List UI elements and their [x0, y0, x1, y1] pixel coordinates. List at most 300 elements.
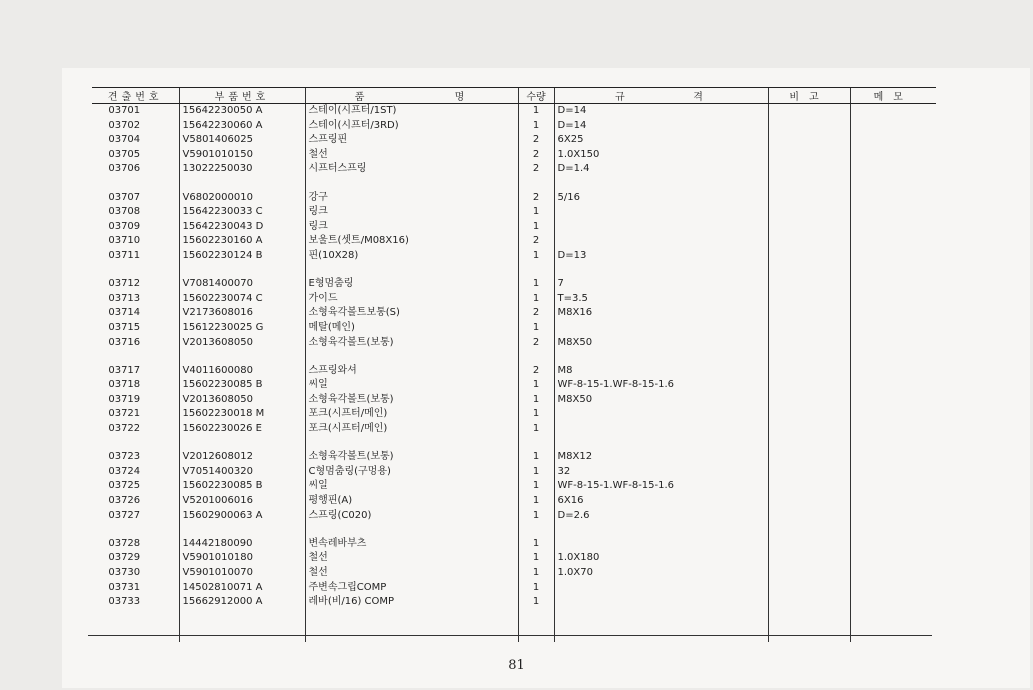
- table-row: [92, 148, 936, 163]
- quantity-cell: 1: [518, 581, 554, 596]
- remarks-cell: [768, 450, 850, 465]
- ref-cell: [92, 350, 179, 364]
- remarks-cell: [768, 119, 850, 134]
- spec-cell: M8X16: [554, 306, 768, 321]
- ref-cell: 03701: [108, 105, 141, 116]
- spec-cell: T=3.5: [554, 292, 768, 307]
- quantity-cell: 1: [518, 378, 554, 393]
- filler-row: [92, 610, 936, 642]
- table-row: [92, 162, 936, 177]
- table-body: [92, 104, 936, 642]
- ref-cell: [92, 264, 179, 278]
- memo-cell: [850, 249, 936, 264]
- ref-cell: 03723: [108, 451, 141, 463]
- part-number-cell: 15612230025 G: [179, 321, 305, 336]
- spec-cell: 6X16: [554, 494, 768, 509]
- table-row: [92, 205, 936, 220]
- part-number-cell: 15642230033 C: [179, 205, 305, 220]
- part-name-cell: [305, 350, 518, 364]
- ref-cell: 03714: [108, 307, 141, 319]
- remarks-cell: [768, 523, 850, 537]
- quantity-cell: 1: [518, 407, 554, 422]
- spec-cell: D=14: [554, 104, 768, 119]
- spec-cell: M8X50: [554, 336, 768, 351]
- part-name-cell: 주변속그립COMP: [305, 581, 518, 596]
- table-row: [92, 364, 936, 379]
- table-row: [92, 509, 936, 524]
- spec-cell: 5/16: [554, 191, 768, 206]
- table-row: [92, 119, 936, 134]
- spacer-row: [92, 350, 936, 364]
- quantity-cell: 1: [518, 292, 554, 307]
- part-name-cell: [305, 523, 518, 537]
- part-name-cell: 핀(10X28): [305, 249, 518, 264]
- quantity-cell: [518, 264, 554, 278]
- ref-cell: 03719: [108, 393, 141, 405]
- memo-cell: [850, 479, 936, 494]
- part-number-cell: 15602230085 B: [179, 479, 305, 494]
- ref-cell: 03707: [108, 191, 141, 203]
- remarks-cell: [768, 133, 850, 148]
- header-remarks: 비고: [768, 88, 850, 104]
- table-row: [92, 537, 936, 552]
- part-number-cell: 15602230160 A: [179, 234, 305, 249]
- part-name-cell: 소형육각볼트보통(S): [305, 306, 518, 321]
- part-number-cell: 15602900063 A: [179, 509, 305, 524]
- part-name-cell: 링크: [305, 220, 518, 235]
- quantity-cell: 2: [518, 148, 554, 163]
- memo-cell: [850, 422, 936, 437]
- remarks-cell: [768, 205, 850, 220]
- page-number: 81: [508, 658, 525, 673]
- ref-cell: 03727: [108, 509, 141, 521]
- spacer-row: [92, 437, 936, 451]
- memo-cell: [850, 321, 936, 336]
- ref-cell: 03729: [108, 552, 141, 564]
- ref-cell: 03706: [108, 163, 141, 175]
- remarks-cell: [768, 350, 850, 364]
- part-number-cell: V7081400070: [179, 277, 305, 292]
- empty-cell: [518, 610, 554, 642]
- ref-cell: 03724: [108, 465, 141, 477]
- part-number-cell: 15662912000 A: [179, 595, 305, 610]
- spec-cell: [554, 321, 768, 336]
- memo-cell: [850, 133, 936, 148]
- part-name-cell: 변속레바부츠: [305, 537, 518, 552]
- memo-cell: [850, 437, 936, 451]
- quantity-cell: 1: [518, 104, 554, 119]
- table-row: [92, 306, 936, 321]
- part-name-cell: 레바(비/16) COMP: [305, 595, 518, 610]
- remarks-cell: [768, 336, 850, 351]
- part-number-cell: [179, 523, 305, 537]
- ref-cell: 03713: [108, 292, 141, 304]
- part-name-cell: 소형육각볼트(보통): [305, 393, 518, 408]
- ref-cell: 03712: [108, 278, 141, 290]
- table-row: [92, 220, 936, 235]
- memo-cell: [850, 364, 936, 379]
- part-name-cell: C형멈춤링(구멍용): [305, 465, 518, 480]
- table-row: [92, 393, 936, 408]
- remarks-cell: [768, 566, 850, 581]
- parts-table: [92, 87, 936, 642]
- table-row: [92, 336, 936, 351]
- quantity-cell: 1: [518, 479, 554, 494]
- quantity-cell: [518, 437, 554, 451]
- remarks-cell: [768, 581, 850, 596]
- memo-cell: [850, 220, 936, 235]
- quantity-cell: 1: [518, 119, 554, 134]
- part-number-cell: V4011600080: [179, 364, 305, 379]
- remarks-cell: [768, 249, 850, 264]
- memo-cell: [850, 119, 936, 134]
- part-name-cell: 포크(시프터/메인): [305, 407, 518, 422]
- spec-cell: [554, 523, 768, 537]
- remarks-cell: [768, 220, 850, 235]
- memo-cell: [850, 494, 936, 509]
- quantity-cell: 2: [518, 162, 554, 177]
- quantity-cell: 1: [518, 422, 554, 437]
- ref-cell: 03726: [108, 495, 141, 507]
- spec-cell: D=2.6: [554, 509, 768, 524]
- part-name-cell: [305, 437, 518, 451]
- header-memo: 메모: [850, 88, 936, 104]
- header-quantity: 수량: [518, 88, 554, 104]
- spacer-row: [92, 264, 936, 278]
- part-name-cell: 보울트(셋트/M08X16): [305, 234, 518, 249]
- part-name-cell: E형멈춤링: [305, 277, 518, 292]
- part-number-cell: V2012608012: [179, 450, 305, 465]
- part-number-cell: 15642230060 A: [179, 119, 305, 134]
- spec-cell: D=1.4: [554, 162, 768, 177]
- part-name-cell: 링크: [305, 205, 518, 220]
- spec-cell: M8X50: [554, 393, 768, 408]
- part-name-cell: 철선: [305, 148, 518, 163]
- spec-cell: [554, 422, 768, 437]
- quantity-cell: 1: [518, 465, 554, 480]
- part-number-cell: [179, 350, 305, 364]
- remarks-cell: [768, 277, 850, 292]
- quantity-cell: 1: [518, 393, 554, 408]
- remarks-cell: [768, 393, 850, 408]
- remarks-cell: [768, 321, 850, 336]
- part-number-cell: V5901010150: [179, 148, 305, 163]
- table-row: [92, 450, 936, 465]
- remarks-cell: [768, 465, 850, 480]
- memo-cell: [850, 191, 936, 206]
- memo-cell: [850, 595, 936, 610]
- part-name-cell: 스프링(C020): [305, 509, 518, 524]
- memo-cell: [850, 177, 936, 191]
- table-row: [92, 292, 936, 307]
- empty-cell: [305, 610, 518, 642]
- memo-cell: [850, 205, 936, 220]
- memo-cell: [850, 378, 936, 393]
- spec-cell: 7: [554, 277, 768, 292]
- quantity-cell: 2: [518, 336, 554, 351]
- spec-cell: 6X25: [554, 133, 768, 148]
- header-part-name: 품 명: [305, 88, 518, 104]
- table-row: [92, 566, 936, 581]
- table-row: [92, 551, 936, 566]
- part-number-cell: 15602230124 B: [179, 249, 305, 264]
- table-row: [92, 321, 936, 336]
- remarks-cell: [768, 422, 850, 437]
- part-name-cell: [305, 264, 518, 278]
- ref-cell: 03733: [108, 596, 141, 608]
- part-name-cell: 소형육각볼트(보통): [305, 450, 518, 465]
- ref-cell: 03716: [108, 336, 141, 348]
- part-name-cell: 강구: [305, 191, 518, 206]
- table-row: [92, 234, 936, 249]
- empty-cell: [768, 610, 850, 642]
- table-row: [92, 494, 936, 509]
- spec-cell: [554, 437, 768, 451]
- spec-cell: 1.0X70: [554, 566, 768, 581]
- ref-cell: 03718: [108, 379, 141, 391]
- memo-cell: [850, 148, 936, 163]
- part-name-cell: [305, 177, 518, 191]
- spacer-row: [92, 523, 936, 537]
- remarks-cell: [768, 537, 850, 552]
- part-number-cell: V5201006016: [179, 494, 305, 509]
- quantity-cell: 1: [518, 220, 554, 235]
- part-number-cell: 15602230026 E: [179, 422, 305, 437]
- memo-cell: [850, 566, 936, 581]
- header-ref-number: 견출번호: [92, 88, 179, 104]
- part-number-cell: V2173608016: [179, 306, 305, 321]
- quantity-cell: 1: [518, 205, 554, 220]
- quantity-cell: [518, 350, 554, 364]
- empty-cell: [554, 610, 768, 642]
- ref-cell: 03715: [108, 321, 141, 333]
- part-name-cell: 철선: [305, 566, 518, 581]
- table-row: [92, 407, 936, 422]
- part-name-cell: 포크(시프터/메인): [305, 422, 518, 437]
- remarks-cell: [768, 378, 850, 393]
- memo-cell: [850, 234, 936, 249]
- bottom-rule: [88, 635, 932, 636]
- part-number-cell: V5801406025: [179, 133, 305, 148]
- table-row: [92, 133, 936, 148]
- memo-cell: [850, 551, 936, 566]
- part-name-cell: 철선: [305, 551, 518, 566]
- spec-cell: WF-8-15-1.WF-8-15-1.6: [554, 479, 768, 494]
- remarks-cell: [768, 437, 850, 451]
- table-row: [92, 378, 936, 393]
- spec-cell: 1.0X180: [554, 551, 768, 566]
- header-spec: 규 격: [554, 88, 768, 104]
- part-name-cell: 스프링와셔: [305, 364, 518, 379]
- table-row: [92, 595, 936, 610]
- quantity-cell: 2: [518, 133, 554, 148]
- quantity-cell: 1: [518, 595, 554, 610]
- table-row: [92, 479, 936, 494]
- quantity-cell: 2: [518, 364, 554, 379]
- quantity-cell: 1: [518, 494, 554, 509]
- memo-cell: [850, 407, 936, 422]
- remarks-cell: [768, 162, 850, 177]
- ref-cell: 03722: [108, 423, 141, 435]
- part-name-cell: 스테이(시프터/1ST): [305, 104, 518, 119]
- remarks-cell: [768, 292, 850, 307]
- table-row: [92, 422, 936, 437]
- spec-cell: M8X12: [554, 450, 768, 465]
- part-name-cell: 메탈(메인): [305, 321, 518, 336]
- part-number-cell: [179, 264, 305, 278]
- table-row: [92, 465, 936, 480]
- part-number-cell: 15642230050 A: [179, 104, 305, 119]
- remarks-cell: [768, 364, 850, 379]
- table-row: [92, 581, 936, 596]
- quantity-cell: 1: [518, 321, 554, 336]
- remarks-cell: [768, 595, 850, 610]
- quantity-cell: 1: [518, 450, 554, 465]
- part-name-cell: 씨일: [305, 378, 518, 393]
- ref-cell: 03721: [108, 408, 141, 420]
- quantity-cell: 1: [518, 537, 554, 552]
- empty-cell: [92, 610, 179, 642]
- quantity-cell: 1: [518, 509, 554, 524]
- remarks-cell: [768, 191, 850, 206]
- quantity-cell: 2: [518, 234, 554, 249]
- part-name-cell: 평행핀(A): [305, 494, 518, 509]
- ref-cell: [92, 523, 179, 537]
- part-number-cell: V2013608050: [179, 336, 305, 351]
- remarks-cell: [768, 494, 850, 509]
- empty-cell: [850, 610, 936, 642]
- memo-cell: [850, 350, 936, 364]
- part-number-cell: V5901010180: [179, 551, 305, 566]
- ref-cell: 03709: [108, 220, 141, 232]
- remarks-cell: [768, 306, 850, 321]
- part-number-cell: V5901010070: [179, 566, 305, 581]
- part-number-cell: 14502810071 A: [179, 581, 305, 596]
- memo-cell: [850, 450, 936, 465]
- ref-cell: 03708: [108, 206, 141, 218]
- memo-cell: [850, 104, 936, 119]
- ref-cell: 03711: [108, 249, 141, 261]
- remarks-cell: [768, 104, 850, 119]
- remarks-cell: [768, 177, 850, 191]
- header-part-number: 부품번호: [179, 88, 305, 104]
- table-row: [92, 277, 936, 292]
- spec-cell: WF-8-15-1.WF-8-15-1.6: [554, 378, 768, 393]
- part-number-cell: 15602230085 B: [179, 378, 305, 393]
- part-number-cell: [179, 437, 305, 451]
- table-header: [92, 88, 936, 104]
- quantity-cell: 1: [518, 566, 554, 581]
- part-number-cell: 14442180090: [179, 537, 305, 552]
- ref-cell: 03717: [108, 364, 141, 376]
- ref-cell: 03702: [108, 119, 141, 131]
- part-number-cell: 15642230043 D: [179, 220, 305, 235]
- memo-cell: [850, 465, 936, 480]
- quantity-cell: 1: [518, 249, 554, 264]
- ref-cell: [92, 177, 179, 191]
- part-name-cell: 스프링핀: [305, 133, 518, 148]
- quantity-cell: 2: [518, 306, 554, 321]
- spec-cell: 32: [554, 465, 768, 480]
- spec-cell: [554, 581, 768, 596]
- memo-cell: [850, 393, 936, 408]
- table-row: [92, 104, 936, 119]
- part-number-cell: 15602230018 M: [179, 407, 305, 422]
- remarks-cell: [768, 479, 850, 494]
- ref-cell: 03728: [108, 537, 141, 549]
- part-number-cell: V6802000010: [179, 191, 305, 206]
- memo-cell: [850, 509, 936, 524]
- part-number-cell: 15602230074 C: [179, 292, 305, 307]
- memo-cell: [850, 292, 936, 307]
- quantity-cell: 2: [518, 191, 554, 206]
- remarks-cell: [768, 509, 850, 524]
- quantity-cell: [518, 177, 554, 191]
- spec-cell: M8: [554, 364, 768, 379]
- spec-cell: [554, 220, 768, 235]
- ref-cell: 03725: [108, 480, 141, 492]
- memo-cell: [850, 264, 936, 278]
- spec-cell: 1.0X150: [554, 148, 768, 163]
- ref-cell: [92, 437, 179, 451]
- spec-cell: [554, 537, 768, 552]
- remarks-cell: [768, 551, 850, 566]
- memo-cell: [850, 277, 936, 292]
- quantity-cell: [518, 523, 554, 537]
- table-row: [92, 191, 936, 206]
- ref-cell: 03705: [108, 148, 141, 160]
- ref-cell: 03704: [108, 134, 141, 146]
- memo-cell: [850, 162, 936, 177]
- quantity-cell: 1: [518, 551, 554, 566]
- memo-cell: [850, 306, 936, 321]
- quantity-cell: 1: [518, 277, 554, 292]
- spec-cell: D=13: [554, 249, 768, 264]
- spec-cell: [554, 234, 768, 249]
- spec-cell: [554, 264, 768, 278]
- part-name-cell: 가이드: [305, 292, 518, 307]
- ref-cell: 03710: [108, 235, 141, 247]
- part-name-cell: 소형육각볼트(보통): [305, 336, 518, 351]
- spec-cell: D=14: [554, 119, 768, 134]
- remarks-cell: [768, 407, 850, 422]
- remarks-cell: [768, 234, 850, 249]
- empty-cell: [179, 610, 305, 642]
- spec-cell: [554, 350, 768, 364]
- part-number-cell: V7051400320: [179, 465, 305, 480]
- part-number-cell: 13022250030: [179, 162, 305, 177]
- memo-cell: [850, 537, 936, 552]
- part-name-cell: 스테이(시프터/3RD): [305, 119, 518, 134]
- memo-cell: [850, 523, 936, 537]
- memo-cell: [850, 336, 936, 351]
- part-name-cell: 시프터스프링: [305, 162, 518, 177]
- ref-cell: 03730: [108, 567, 141, 578]
- spec-cell: [554, 205, 768, 220]
- spacer-row: [92, 177, 936, 191]
- spec-cell: [554, 407, 768, 422]
- remarks-cell: [768, 148, 850, 163]
- spec-cell: [554, 177, 768, 191]
- memo-cell: [850, 581, 936, 596]
- part-name-cell: 씨일: [305, 479, 518, 494]
- ref-cell: 03731: [108, 581, 141, 593]
- part-number-cell: V2013608050: [179, 393, 305, 408]
- remarks-cell: [768, 264, 850, 278]
- table-row: [92, 249, 936, 264]
- spec-cell: [554, 595, 768, 610]
- part-number-cell: [179, 177, 305, 191]
